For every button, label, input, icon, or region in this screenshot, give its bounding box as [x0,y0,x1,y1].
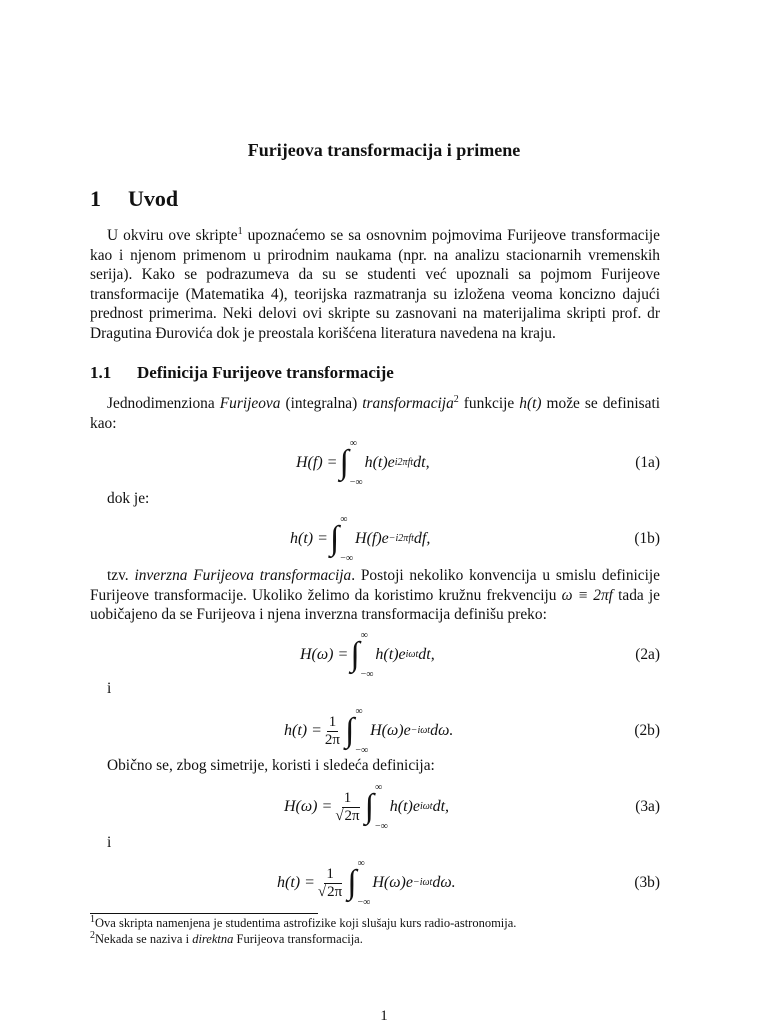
def-math-ht: h(t) [519,395,542,412]
exp-base: e [387,454,395,471]
and-word: i [107,834,112,851]
integral-sign: ∫ ∞ −∞ [364,782,388,832]
equation-tag: (3a) [635,798,660,815]
fraction [335,790,359,825]
eq-exponent: −i2πft [388,533,414,544]
fraction-denominator: 2π [324,731,340,748]
exp-base: e [412,798,420,815]
subsection-heading [90,363,394,383]
footnote-marker-2: 2 [453,393,459,405]
eq-lhs: H(ω) = [284,798,333,815]
lower-limit: −∞ [340,553,354,564]
footnote-2 [90,929,363,947]
footnote-emph: direktna [192,932,234,946]
equation-tag: (1a) [635,454,660,471]
exp-base: e [405,874,413,891]
eq-lhs: h(t) = [277,874,315,891]
eq-integrand: h(t) [375,646,399,663]
exp-base: e [381,530,389,547]
lower-limit: −∞ [355,745,369,756]
obicno-text: Obično se, zbog simetrije, koristi i sledeća definicija: [107,757,435,774]
tzv-text: tada je uobičajeno da se Furijeova i njena inverzna transformacija definišu preko: [90,586,660,624]
equation-3b [90,853,660,913]
def-emph-furijeova: Furijeova [219,395,281,412]
upper-limit: ∞ [360,630,368,641]
intro-paragraph [90,226,660,344]
integral-sign: ∫ ∞ −∞ [347,858,371,908]
integral-sign: ∫ ∞ −∞ [339,438,363,488]
fraction-denominator: 2π [327,883,343,900]
def-emph-transformacija: transformacija [362,395,454,412]
equation-2b [90,701,660,761]
tzv-math: ω ≡ 2πf [561,586,613,604]
document-title: Furijeova transformacija i primene [247,140,521,160]
eq-integrand: H(f) [355,530,382,547]
tzv-text: tzv. [107,567,135,584]
dok-je-text: dok je: [107,490,150,507]
equation-tag: (2b) [634,722,660,739]
footnote-marker: 2 [90,929,95,941]
fraction [325,714,340,749]
eq-differential: dt, [432,798,450,815]
lower-limit: −∞ [374,821,388,832]
tzv-text: . Postoji nekoliko konvencija u smislu definicije Furijeove transformacije. Ukoliko želimo da koristimo kružnu frekvenciju [90,567,661,604]
inverse-paragraph [90,566,660,625]
fraction-numerator: 1 [326,865,334,882]
upper-limit: ∞ [374,782,383,793]
eq-differential: dt, [413,454,430,471]
eq-integrand: h(t) [364,454,388,471]
eq-lhs: H(ω) = [300,646,349,663]
section-heading [90,186,178,212]
subsection-number: 1.1 [90,363,112,382]
equation-3a [90,777,660,837]
intro-text-rest: upoznaćemo se sa osnovnim pojmovima Furijeove transformacije kao i njenom primenom u prirodnim naukama (npr. na analizu stacionarnih vremenskih serija). Kako se podrazumeva da su se studenti već upoznali sa pojmom Furijeove transformacije (Matematika 4), teorijska razmatranja su izložena veoma koncizno dajući prednost primerima. Neki delovi ovi skripte su zasnovani na materijalima skripti prof. dr Dragutina Đurovića dok je preostala korišćena literatura navedena na kraju. [90,227,660,342]
lower-limit: −∞ [357,897,371,908]
footnote-text: Nekada se naziva i [95,932,193,946]
upper-limit: ∞ [357,858,365,869]
eq-lhs: H(f) = [296,454,338,471]
eq-integrand: h(t) [389,798,413,815]
page-number: 1 [380,1008,388,1024]
section-number: 1 [90,186,101,211]
def-text: (integralna) [280,395,363,412]
equation-1a [90,433,660,493]
footnote-marker: 1 [90,913,95,925]
footnote-text: Ova skripta namenjena je studentima astrofizike koji slušaju kurs radio-astronomija. [95,916,517,930]
eq-exponent: −iωt [412,877,433,888]
fraction-denominator: 2π [344,807,360,824]
eq-differential: dt, [418,646,435,663]
lower-limit: −∞ [349,477,363,488]
eq-integrand: H(ω) [370,722,404,739]
fraction [318,866,342,901]
equation-tag: (2a) [635,646,660,663]
integral-sign: ∫ ∞ −∞ [344,706,369,756]
definition-paragraph [90,394,660,433]
exp-base: e [403,722,411,739]
sqrt-sign: √ [317,883,327,900]
eq-lhs: h(t) = [290,530,328,547]
footnote-rule [90,913,318,914]
def-text: može se definisati kao: [90,395,660,432]
upper-limit: ∞ [340,514,348,525]
upper-limit: ∞ [349,438,357,449]
integral-sign: ∫ ∞ −∞ [329,514,354,564]
integral-sign: ∫ ∞ −∞ [350,630,374,680]
eq-differential: dω. [432,874,456,891]
eq-lhs: h(t) = [284,722,322,739]
eq-exponent: −iωt [410,725,431,736]
fraction-numerator: 1 [328,713,337,730]
intro-text-start: U okviru ove skripte [107,227,238,244]
eq-exponent: iωt [405,649,419,660]
eq-integrand: H(ω) [372,874,406,891]
eq-differential: df, [413,530,431,547]
tzv-emph: inverzna Furijeova transformacija [134,567,352,584]
eq-exponent: iωt [419,801,433,812]
def-text: Jednodimenziona [107,395,220,412]
eq-differential: dω. [430,722,454,739]
section-title: Uvod [128,186,179,211]
footnote-marker-1: 1 [237,225,243,237]
upper-limit: ∞ [355,706,363,717]
and-word: i [107,680,112,697]
subsection-title: Definicija Furijeove transformacije [137,363,394,382]
footnote-1 [90,913,517,931]
exp-base: e [398,646,406,663]
equation-1b [90,509,660,569]
sqrt-sign: √ [335,807,344,824]
eq-exponent: i2πft [394,457,414,468]
footnote-text: Furijeova transformacija. [233,932,363,946]
equation-2a [90,625,660,685]
def-text: funkcije [458,395,520,412]
lower-limit: −∞ [360,669,374,680]
equation-tag: (1b) [634,530,660,547]
equation-tag: (3b) [634,874,660,891]
fraction-numerator: 1 [343,789,352,806]
